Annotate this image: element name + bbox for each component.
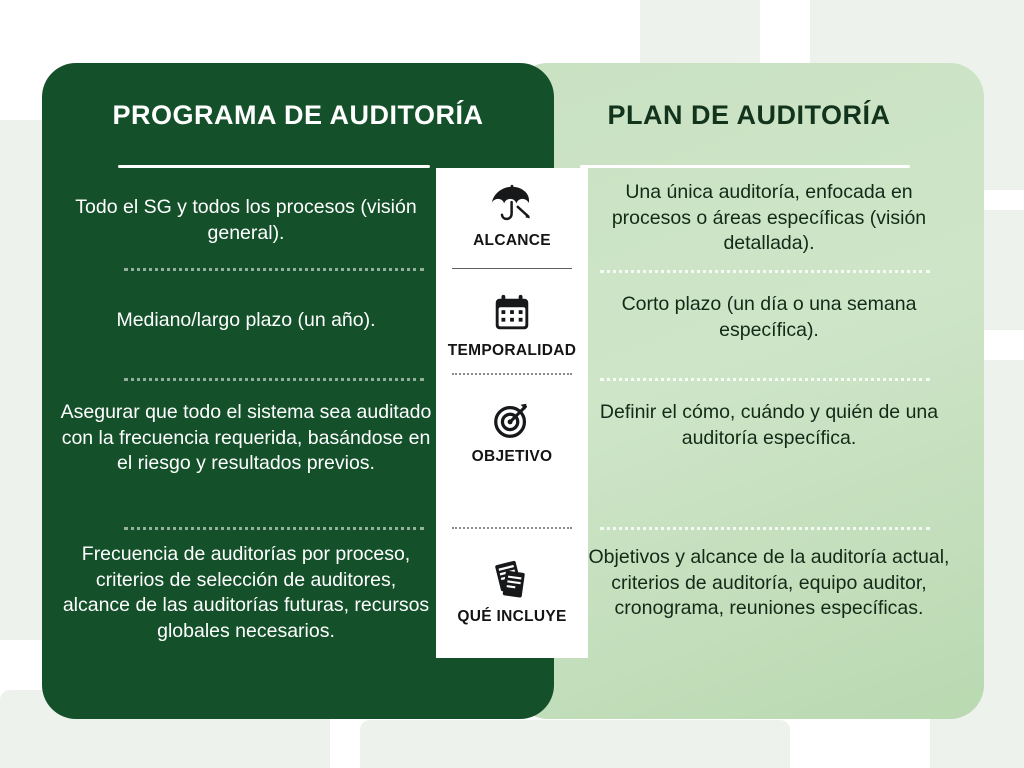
panel-right-title: PLAN DE AUDITORÍA <box>607 100 891 130</box>
left-cell-temporalidad <box>60 308 432 334</box>
category-divider <box>452 373 572 375</box>
row-divider-left <box>124 527 424 530</box>
calendar-icon <box>489 292 535 336</box>
category-objetivo-label: OBJETIVO <box>471 448 553 465</box>
left-cell-que-incluye-text: Frecuencia de auditorías por proceso, criterios de selección de auditores, alcance de las auditorías futuras, recursos globales necesarios. <box>62 543 430 643</box>
left-cell-temporalidad-text: Mediano/largo plazo (un año). <box>116 309 376 331</box>
row-divider-right <box>600 378 930 381</box>
category-divider <box>452 527 572 529</box>
row-divider-left <box>124 378 424 381</box>
background-shape <box>360 720 790 768</box>
category-alcance <box>436 182 588 250</box>
left-cell-alcance <box>60 195 432 246</box>
right-cell-alcance-text: Una única auditoría, enfocada en procesos o áreas específicas (visión detallada). <box>611 181 927 255</box>
category-que-incluye-label: QUÉ INCLUYE <box>457 608 567 625</box>
left-cell-alcance-text: Todo el SG y todos los procesos (visión general). <box>75 196 417 244</box>
panel-left-title: PROGRAMA DE AUDITORÍA <box>112 100 484 130</box>
category-alcance-label: ALCANCE <box>473 232 551 249</box>
left-cell-que-incluye <box>60 542 432 645</box>
right-cell-temporalidad-text: Corto plazo (un día o una semana específica). <box>621 293 917 341</box>
umbrella-icon <box>489 182 535 226</box>
right-cell-que-incluye-text: Objetivos y alcance de la auditoría actual, criterios de auditoría, equipo auditor, cronograma, reuniones específicas. <box>588 546 950 620</box>
category-que-incluye <box>436 558 588 626</box>
right-cell-objetivo <box>588 400 950 451</box>
right-cell-que-incluye <box>588 545 950 622</box>
title-underline-right <box>580 165 910 168</box>
row-divider-right <box>600 270 930 273</box>
right-cell-objetivo-text: Definir el cómo, cuándo y quién de una auditoría específica. <box>599 401 939 449</box>
category-temporalidad <box>436 292 588 360</box>
title-underline-left <box>118 165 430 168</box>
category-objetivo <box>436 398 588 466</box>
documents-icon <box>489 558 535 602</box>
row-divider-left <box>124 268 424 271</box>
category-temporalidad-label: TEMPORALIDAD <box>447 342 577 359</box>
left-cell-objetivo <box>60 400 432 477</box>
row-divider-right <box>600 527 930 530</box>
left-cell-objetivo-text: Asegurar que todo el sistema sea auditado con la frecuencia requerida, basándose en el riesgo y resultados previos. <box>60 401 432 475</box>
right-cell-temporalidad <box>588 292 950 343</box>
target-icon <box>489 398 535 442</box>
right-cell-alcance <box>588 180 950 257</box>
category-divider <box>452 268 572 269</box>
